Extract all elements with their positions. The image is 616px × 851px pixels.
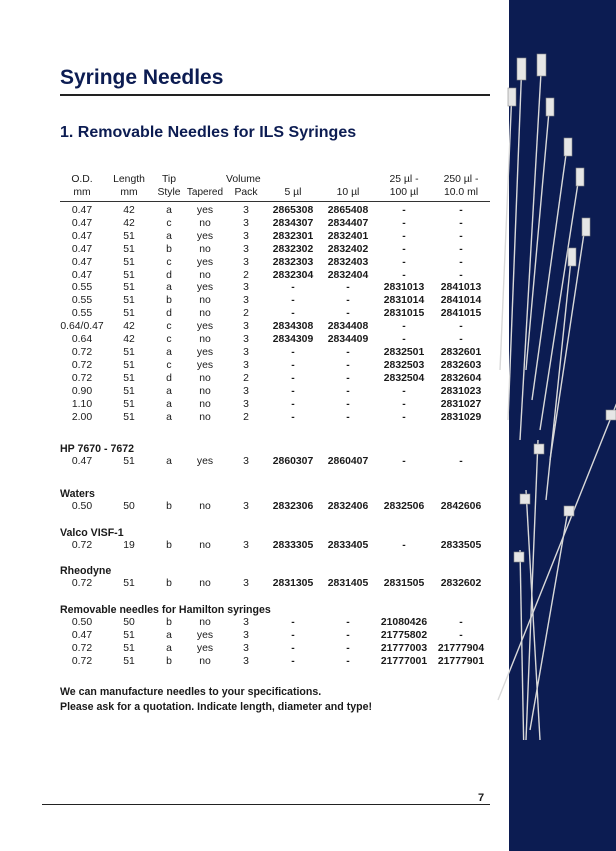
table-cell: no [199, 372, 211, 384]
table-cell: 21777901 [437, 655, 485, 667]
table-cell: 42 [123, 205, 135, 216]
table-cell: a [166, 385, 172, 397]
table-cell: 2834308 [272, 321, 314, 333]
table-cell: c [166, 321, 172, 333]
table-cell: yes [196, 346, 214, 358]
table-cell: 2 [243, 308, 249, 320]
table-cell: 3 [243, 205, 249, 216]
page-title: Syringe Needles [60, 66, 224, 89]
table-cell: 2834309 [272, 334, 314, 346]
subsection-title: Waters [60, 488, 95, 500]
table-cell: - [402, 321, 406, 333]
table-cell: 0.47 [71, 205, 93, 216]
table-cell: a [166, 629, 172, 641]
column-header-line1 [320, 174, 376, 187]
table-cell: 3 [243, 578, 249, 589]
table-cell: 3 [243, 540, 249, 551]
table-cell: 2833305 [272, 540, 314, 551]
table-cell: - [291, 372, 295, 384]
table-cell: 2832603 [440, 359, 482, 371]
table-cell: 3 [243, 334, 249, 346]
syringe-needles-illustration [490, 40, 616, 740]
table-cell: 2865308 [272, 205, 314, 216]
column-header-line2: Tapered [184, 187, 226, 202]
table-cell: c [166, 359, 172, 371]
table-row [60, 373, 490, 386]
table-cell: - [459, 243, 463, 255]
table-cell: 2831027 [440, 398, 482, 410]
table-cell: no [199, 655, 211, 667]
table-cell: 2832403 [327, 256, 369, 268]
table-cell: no [199, 398, 211, 410]
table-row [60, 656, 490, 669]
table-row [60, 295, 490, 308]
table-cell: 2832501 [383, 346, 425, 358]
table-row [60, 617, 490, 630]
table-cell: yes [196, 456, 214, 467]
table-cell: - [291, 308, 295, 320]
table-cell: - [346, 308, 350, 320]
table-cell: 0.47 [71, 629, 93, 641]
table-row [60, 360, 490, 373]
note-line-2: Please ask for a quotation. Indicate length, diameter and type! [60, 700, 372, 713]
table-cell: - [346, 411, 350, 423]
table-cell: 2831305 [272, 578, 314, 589]
table-cell: 3 [243, 321, 249, 333]
table-cell: - [459, 321, 463, 333]
column-header-line2: mm [104, 187, 154, 202]
table-cell: - [459, 256, 463, 268]
table-cell: - [291, 359, 295, 371]
table-cell: 0.55 [71, 308, 93, 320]
table-cell: 3 [243, 456, 249, 467]
table-cell: a [166, 346, 172, 358]
table-cell: no [199, 578, 211, 589]
table-cell: - [459, 230, 463, 242]
table-cell: 50 [123, 501, 135, 512]
table-cell: 0.47 [71, 243, 93, 255]
table-cell: 51 [123, 230, 135, 242]
table-cell: 51 [123, 269, 135, 281]
table-cell: 0.50 [71, 617, 93, 628]
table-row [60, 347, 490, 360]
table-cell: 2834408 [327, 321, 369, 333]
table-cell: b [166, 501, 172, 512]
table-cell: - [346, 617, 350, 628]
table-cell: b [166, 540, 172, 551]
table-cell: yes [196, 359, 214, 371]
table-row [60, 630, 490, 643]
table-cell: 3 [243, 359, 249, 371]
table-row [60, 308, 490, 321]
table-cell: c [166, 256, 172, 268]
table-cell: 2834409 [327, 334, 369, 346]
subsection-title: HP 7670 - 7672 [60, 443, 135, 455]
table-cell: a [166, 642, 172, 654]
table-cell: 42 [123, 334, 135, 346]
table-cell: - [291, 642, 295, 654]
table-cell: 51 [123, 346, 135, 358]
table-cell: 51 [123, 308, 135, 320]
table-cell: no [199, 334, 211, 346]
table-cell: 3 [243, 398, 249, 410]
table-cell: - [402, 398, 406, 410]
table-cell: 2832602 [440, 578, 482, 589]
table-cell: a [166, 411, 172, 423]
table-cell: a [166, 230, 172, 242]
table-cell: yes [196, 321, 214, 333]
table-cell: - [291, 282, 295, 294]
table-cell: 0.90 [71, 385, 93, 397]
table-cell: yes [196, 256, 214, 268]
table-cell: no [199, 295, 211, 307]
table-cell: 3 [243, 256, 249, 268]
table-cell: no [199, 269, 211, 281]
table-cell: 2833505 [440, 540, 482, 551]
table-cell: 2832503 [383, 359, 425, 371]
table-cell: 2 [243, 269, 249, 281]
column-header-line2: 100 µl [376, 187, 432, 202]
table-row [60, 282, 490, 295]
table-row [60, 386, 490, 399]
table-cell: 42 [123, 321, 135, 333]
table-cell: - [402, 243, 406, 255]
table-cell: 2832302 [272, 243, 314, 255]
table-cell: b [166, 617, 172, 628]
table-cell: - [291, 398, 295, 410]
table-cell: 2832306 [272, 501, 314, 512]
table-cell: - [459, 617, 463, 628]
table-cell: - [346, 346, 350, 358]
table-cell: - [459, 217, 463, 229]
table-cell: 3 [243, 217, 249, 229]
table-cell: - [402, 540, 406, 551]
table-cell: 0.47 [71, 217, 93, 229]
table-cell: 2860407 [327, 456, 369, 467]
table-cell: 2832601 [440, 346, 482, 358]
table-cell: a [166, 398, 172, 410]
table-cell: c [166, 334, 172, 346]
table-cell: 0.47 [71, 230, 93, 242]
table-cell: - [459, 334, 463, 346]
table-cell: 2832304 [272, 269, 314, 281]
table-cell: no [199, 617, 211, 628]
table-cell: 3 [243, 243, 249, 255]
header-row-1 [60, 174, 490, 187]
table-cell: 2832504 [383, 372, 425, 384]
footer-divider [42, 804, 490, 805]
subsection-table [60, 617, 490, 669]
table-cell: 51 [123, 385, 135, 397]
table-cell: - [346, 295, 350, 307]
table-cell: 51 [123, 398, 135, 410]
table-cell: no [199, 243, 211, 255]
table-cell: 0.72 [71, 642, 93, 654]
table-cell: 2832604 [440, 372, 482, 384]
table-cell: - [346, 655, 350, 667]
table-cell: 0.72 [71, 540, 93, 551]
table-cell: 2832406 [327, 501, 369, 512]
table-row [60, 399, 490, 412]
table-cell: - [291, 629, 295, 641]
table-cell: b [166, 655, 172, 667]
custom-order-note [60, 685, 372, 714]
table-cell: 21777001 [380, 655, 428, 667]
table-cell: 51 [123, 243, 135, 255]
table-cell: yes [196, 642, 214, 654]
table-cell: 21775802 [380, 629, 428, 641]
table-cell: 51 [123, 411, 135, 423]
table-cell: 2842606 [440, 501, 482, 512]
column-header-line1: Tip [161, 174, 177, 185]
table-cell: 2 [243, 411, 249, 423]
table-cell: 3 [243, 501, 249, 512]
table-cell: - [459, 456, 463, 467]
table-cell: c [166, 217, 172, 229]
table-cell: 2860307 [272, 456, 314, 467]
table-cell: 0.72 [71, 346, 93, 358]
table-cell: 2831505 [383, 578, 425, 589]
table-cell: yes [196, 629, 214, 641]
table-cell: 2831013 [383, 282, 425, 294]
column-header-line2: 10.0 ml [432, 187, 490, 202]
subsection-table [60, 540, 490, 553]
table-cell: yes [196, 282, 214, 294]
table-cell: 2841013 [440, 282, 482, 294]
needles-table [60, 174, 490, 424]
table-cell: 2831029 [440, 411, 482, 423]
table-cell: 51 [123, 578, 135, 589]
table-cell: 21777003 [380, 642, 428, 654]
table-cell: 2841015 [440, 308, 482, 320]
section-heading: 1. Removable Needles for ILS Syringes [60, 124, 357, 141]
table-cell: 0.72 [71, 655, 93, 667]
column-header-line1: Length [113, 174, 145, 185]
table-cell: - [291, 617, 295, 628]
table-cell: 0.47 [71, 456, 93, 467]
table-cell: 51 [123, 295, 135, 307]
table-cell: no [199, 540, 211, 551]
table-cell: no [199, 385, 211, 397]
table-cell: 2834307 [272, 217, 314, 229]
table-cell: no [199, 501, 211, 512]
table-cell: 0.47 [71, 269, 93, 281]
table-cell: - [346, 398, 350, 410]
column-header-line2: mm [60, 187, 104, 202]
table-cell: 50 [123, 617, 135, 628]
table-cell: 2.00 [71, 411, 93, 423]
column-header-line1: 25 µl - [389, 174, 419, 185]
table-cell: 2865408 [327, 205, 369, 216]
table-cell: b [166, 578, 172, 589]
column-header-line1 [266, 174, 320, 187]
column-header-line2: Style [154, 187, 184, 202]
table-cell: 3 [243, 655, 249, 667]
table-cell: - [402, 230, 406, 242]
table-cell: d [166, 269, 172, 281]
table-cell: - [402, 217, 406, 229]
table-cell: - [346, 359, 350, 371]
table-cell: 0.64 [71, 334, 93, 346]
table-cell: no [199, 308, 211, 320]
column-header-line1: Volume [226, 174, 261, 185]
subsection-title: Removable needles for Hamilton syringes [60, 604, 271, 616]
table-cell: 2831015 [383, 308, 425, 320]
table-cell: 3 [243, 346, 249, 358]
table-cell: - [459, 629, 463, 641]
table-cell: no [199, 217, 211, 229]
table-cell: 0.47 [71, 256, 93, 268]
table-cell: 21777904 [437, 642, 485, 654]
table-cell: 0.72 [71, 578, 93, 589]
table-cell: 42 [123, 217, 135, 229]
column-header-line1: 250 µl - [443, 174, 479, 185]
table-cell: b [166, 243, 172, 255]
table-cell: d [166, 372, 172, 384]
table-cell: 0.72 [71, 372, 93, 384]
table-cell: - [402, 334, 406, 346]
table-cell: - [346, 282, 350, 294]
table-cell: 3 [243, 629, 249, 641]
table-cell: - [291, 411, 295, 423]
table-row [60, 202, 490, 218]
table-cell: 0.55 [71, 282, 93, 294]
table-row [60, 578, 490, 591]
table-cell: - [346, 629, 350, 641]
table-cell: 0.50 [71, 501, 93, 512]
table-cell: - [402, 411, 406, 423]
table-row [60, 231, 490, 244]
table-cell: 2 [243, 372, 249, 384]
table-cell: - [291, 295, 295, 307]
table-cell: - [402, 256, 406, 268]
table-cell: - [402, 269, 406, 281]
subsection-table [60, 578, 490, 591]
table-cell: 21080426 [380, 617, 428, 628]
table-cell: 3 [243, 385, 249, 397]
table-cell: 2832301 [272, 230, 314, 242]
table-cell: no [199, 411, 211, 423]
table-row [60, 257, 490, 270]
table-cell: 3 [243, 282, 249, 294]
column-header-line2: Pack [226, 187, 266, 202]
table-cell: 19 [123, 540, 135, 551]
table-cell: - [291, 655, 295, 667]
table-cell: 51 [123, 282, 135, 294]
table-row [60, 321, 490, 334]
table-row [60, 412, 490, 425]
table-cell: 51 [123, 655, 135, 667]
table-cell: 0.55 [71, 295, 93, 307]
table-cell: 0.72 [71, 359, 93, 371]
table-row [60, 501, 490, 514]
header-row-2 [60, 187, 490, 202]
table-cell: 2834407 [327, 217, 369, 229]
table-cell: - [346, 642, 350, 654]
table-cell: 2833405 [327, 540, 369, 551]
table-cell: - [346, 372, 350, 384]
table-row [60, 334, 490, 347]
table-row [60, 244, 490, 257]
table-cell: 51 [123, 629, 135, 641]
page-number: 7 [478, 792, 485, 804]
table-cell: - [402, 205, 406, 216]
table-row [60, 218, 490, 231]
table-cell: a [166, 282, 172, 294]
table-cell: 2832402 [327, 243, 369, 255]
table-row [60, 643, 490, 656]
table-cell: - [459, 269, 463, 281]
table-cell: 3 [243, 230, 249, 242]
subsection-title: Rheodyne [60, 565, 112, 577]
column-header-line1 [184, 174, 226, 187]
title-divider [60, 94, 490, 96]
table-cell: 0.64/0.47 [60, 321, 104, 333]
table-cell: - [402, 456, 406, 467]
column-header-line1: O.D. [71, 174, 93, 185]
column-header-line2: 5 µl [266, 187, 320, 202]
table-cell: 2832401 [327, 230, 369, 242]
table-body [60, 202, 490, 425]
table-cell: 51 [123, 359, 135, 371]
table-row [60, 456, 490, 469]
table-cell: 3 [243, 617, 249, 628]
table-cell: 2831405 [327, 578, 369, 589]
table-cell: 2832404 [327, 269, 369, 281]
table-cell: - [459, 205, 463, 216]
table-cell: 1.10 [71, 398, 93, 410]
table-cell: - [291, 346, 295, 358]
table-cell: 3 [243, 295, 249, 307]
table-cell: 2831023 [440, 385, 482, 397]
table-row [60, 540, 490, 553]
table-cell: 2832303 [272, 256, 314, 268]
table-cell: 51 [123, 256, 135, 268]
table-cell: a [166, 456, 172, 467]
table-cell: yes [196, 230, 214, 242]
table-cell: - [346, 385, 350, 397]
note-line-1: We can manufacture needles to your specifications. [60, 686, 322, 698]
subsection-table [60, 456, 490, 469]
subsection-title: Valco VISF-1 [60, 527, 124, 539]
table-cell: 51 [123, 456, 135, 467]
table-cell: 2831014 [383, 295, 425, 307]
column-header-line2: 10 µl [320, 187, 376, 202]
table-cell: - [402, 385, 406, 397]
table-row [60, 270, 490, 283]
table-cell: - [291, 385, 295, 397]
table-cell: d [166, 308, 172, 320]
table-cell: 51 [123, 372, 135, 384]
table-cell: 51 [123, 642, 135, 654]
subsection-table [60, 501, 490, 514]
table-cell: 3 [243, 642, 249, 654]
table-cell: a [166, 205, 172, 216]
table-cell: 2841014 [440, 295, 482, 307]
table-cell: b [166, 295, 172, 307]
table-cell: yes [196, 205, 214, 216]
table-cell: 2832506 [383, 501, 425, 512]
